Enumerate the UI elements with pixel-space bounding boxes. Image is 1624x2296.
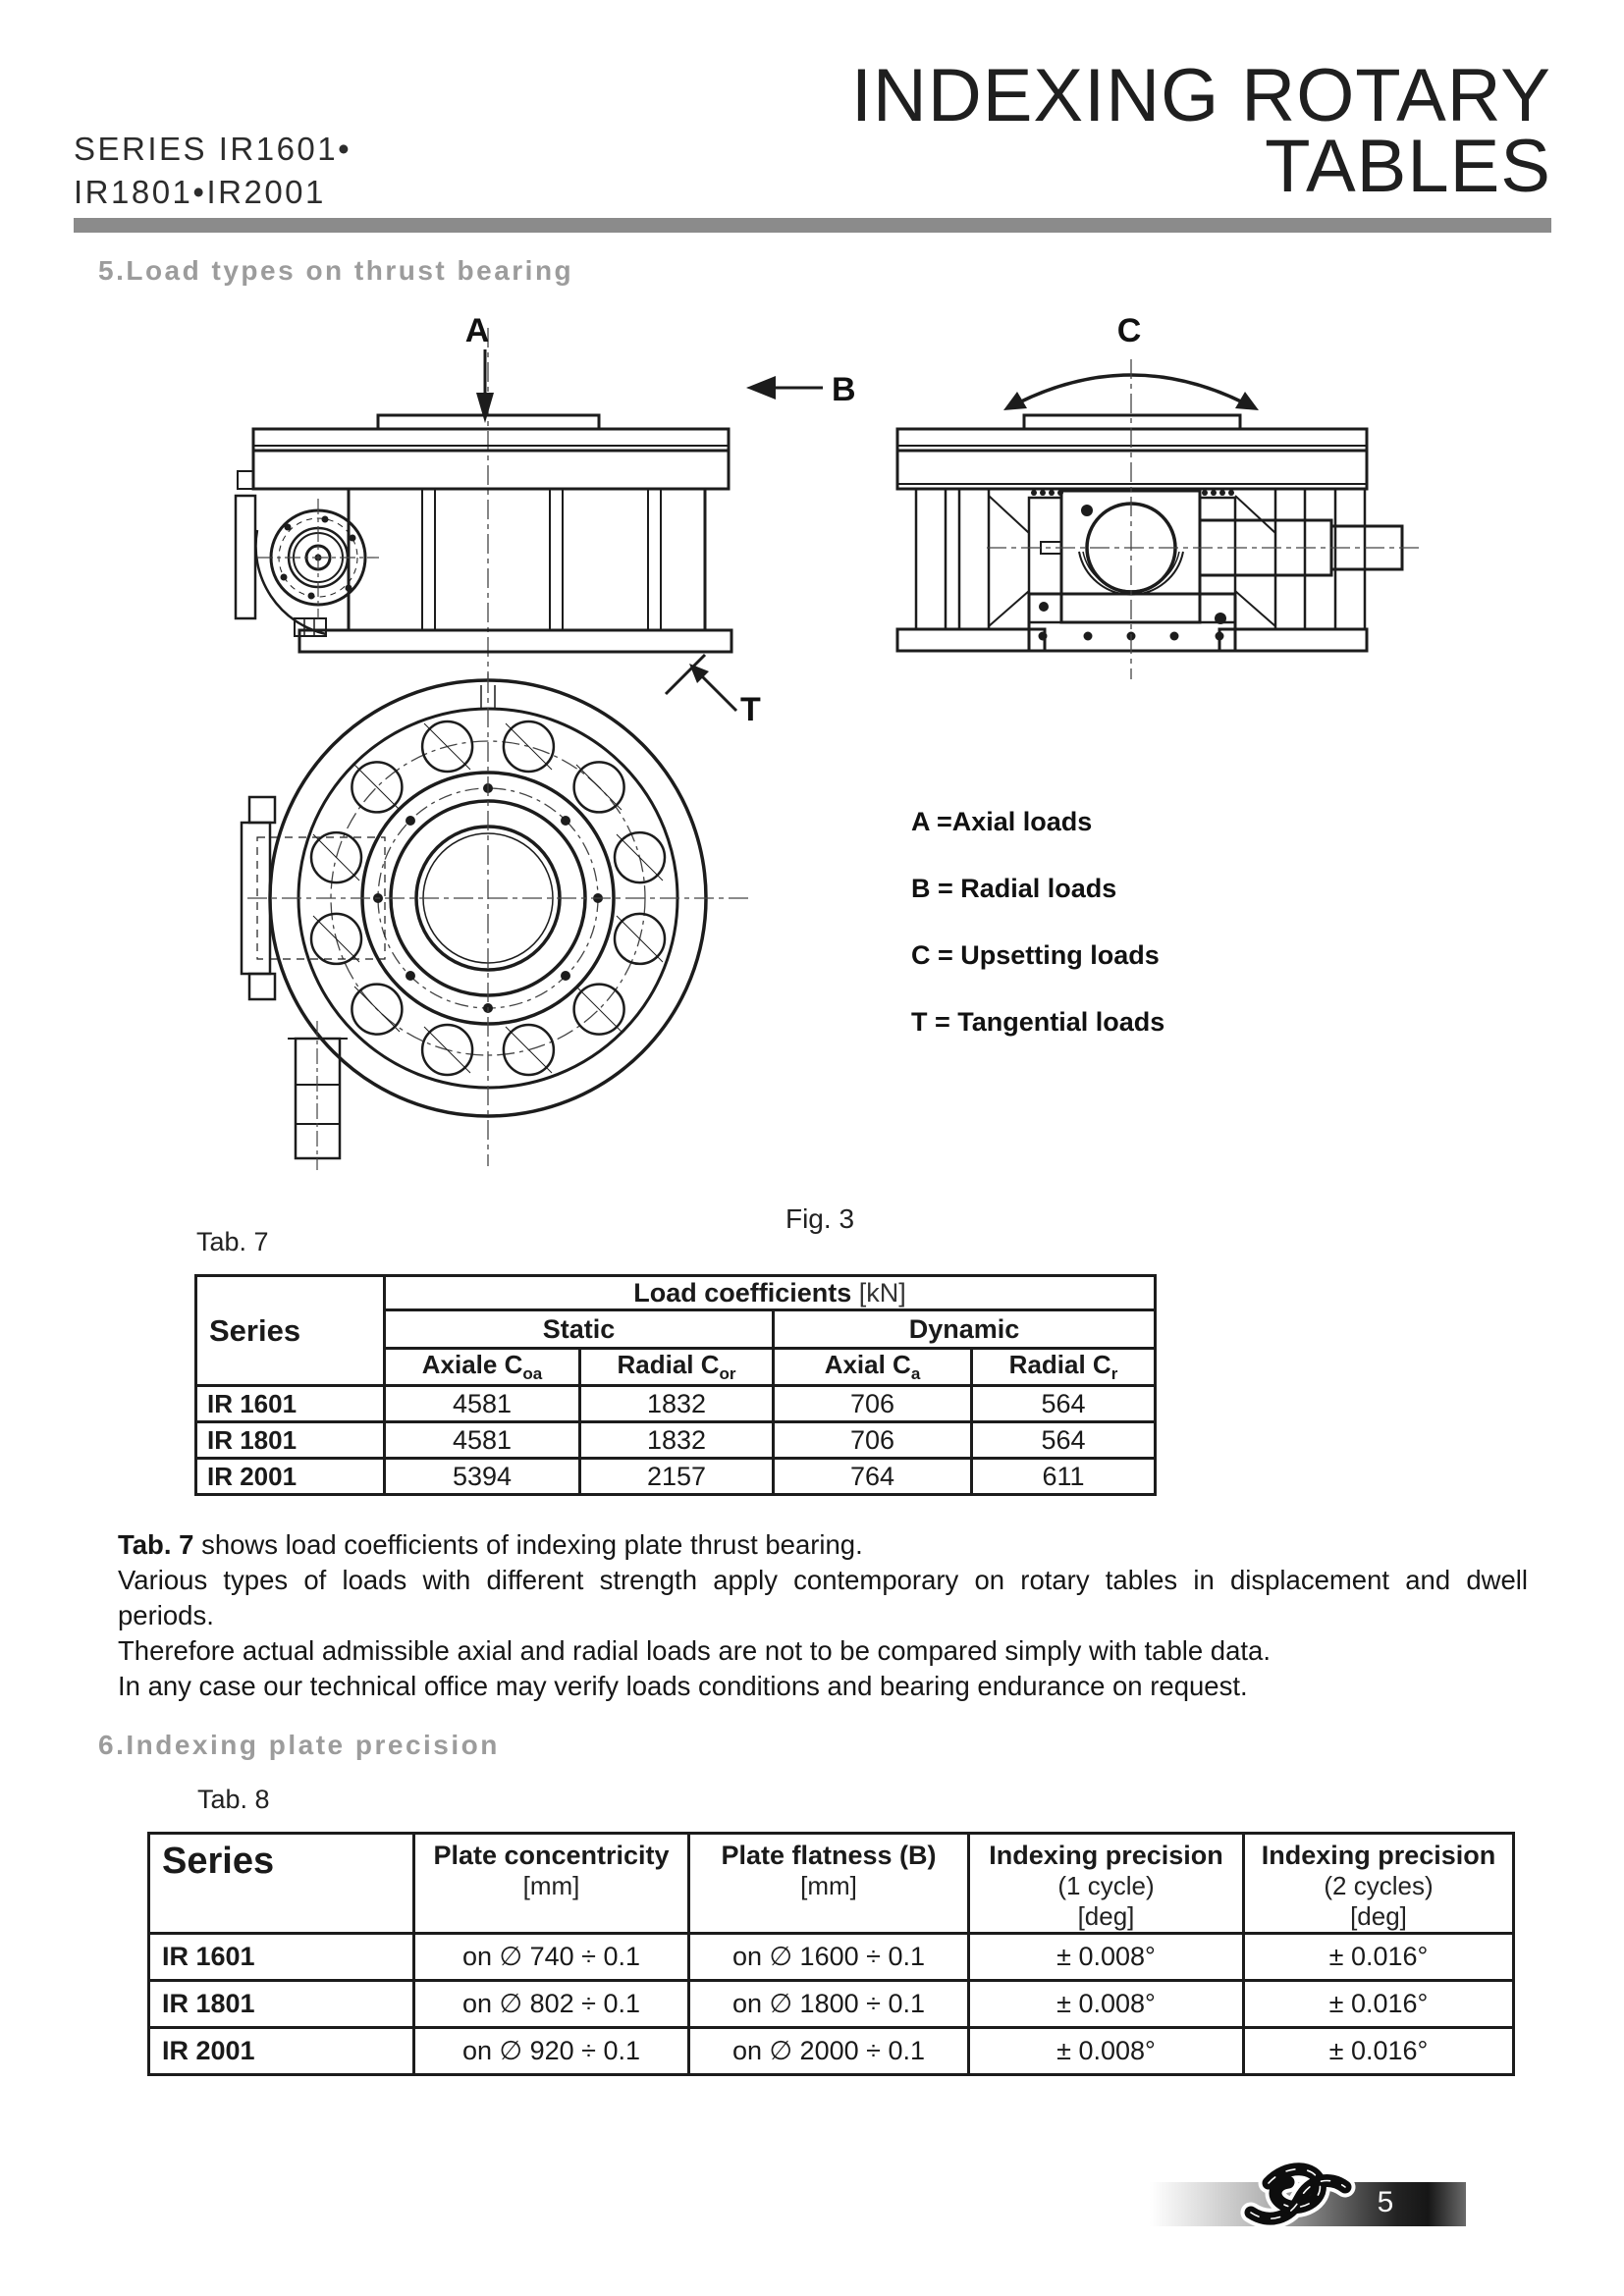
label-a: A — [464, 312, 490, 349]
tab8-col-precision-2cycles: Indexing precision (2 cycles) [deg] — [1244, 1834, 1514, 1934]
tab7-col-axiale-coa: Axiale $C_{oa}$ — [385, 1349, 580, 1386]
figure-drawings — [0, 294, 1624, 1188]
side-view-right — [897, 312, 1422, 679]
tab7-label: Tab. 7 — [196, 1227, 269, 1256]
gearbox — [1029, 490, 1402, 651]
arrow-t — [666, 655, 736, 711]
tab7-dynamic-header: Dynamic — [774, 1310, 1156, 1349]
table-row: IR 1601 4581 1832 706 564 — [196, 1386, 1156, 1422]
legend-upsetting: C = Upsetting loads — [911, 940, 1160, 970]
tab8-col-flatness: Plate flatness (B) [mm] — [689, 1834, 969, 1934]
table-row: IR 1801 on ∅ 802 ÷ 0.1 on ∅ 1800 ÷ 0.1 ± 0.008° ± 0.016° — [149, 1981, 1514, 2028]
page-number: 5 — [1377, 2186, 1394, 2218]
table-row: IR 1801 4581 1832 706 564 — [196, 1422, 1156, 1459]
para-line-3: periods. — [118, 1600, 214, 1630]
tab7-description — [118, 1527, 1528, 1704]
para-line-2: Various types of loads with different strength apply contemporary on rotary tables in displacement and dwell — [118, 1565, 1528, 1595]
arrow-b — [746, 376, 823, 400]
series-line-1: SERIES IR1601• — [74, 131, 352, 167]
tab7-col-radial-cr: Radial $C_r$ — [972, 1349, 1156, 1386]
tab8-label: Tab. 8 — [197, 1785, 270, 1814]
page-title — [295, 54, 1551, 208]
legend-radial: B = Radial loads — [911, 874, 1117, 903]
para-line-4: Therefore actual admissible axial and radial loads are not to be compared simply with table data. — [118, 1635, 1271, 1666]
motor-flange — [236, 496, 379, 636]
section-6-heading: 6.Indexing plate precision — [98, 1730, 500, 1760]
tab8-col-precision-1cycle: Indexing precision (1 cycle) [deg] — [969, 1834, 1244, 1934]
tab7-series-header: Series — [196, 1276, 385, 1386]
table-row: IR 2001 5394 2157 764 611 — [196, 1459, 1156, 1495]
output-shaft — [288, 1021, 348, 1170]
tab7-col-radial-cor: Radial $C_{or}$ — [580, 1349, 774, 1386]
page-title-line-2: TABLES — [1265, 125, 1551, 208]
tab7-col-axial-ca: Axial $C_a$ — [774, 1349, 972, 1386]
legend-axial: A =Axial loads — [911, 807, 1093, 836]
tab7-group-header: Load coefficients [kN] — [385, 1276, 1156, 1310]
top-view — [242, 655, 761, 1170]
label-b: B — [832, 371, 856, 408]
tab7-static-header: Static — [385, 1310, 774, 1349]
table-row: IR 1601 on ∅ 740 ÷ 0.1 on ∅ 1600 ÷ 0.1 ± 0.008° ± 0.016° — [149, 1934, 1514, 1981]
indexing-precision-table — [147, 1832, 1515, 2076]
load-coefficients-table — [194, 1274, 1157, 1496]
label-c: C — [1116, 312, 1142, 349]
tab8-col-concentricity: Plate concentricity [mm] — [414, 1834, 689, 1934]
side-view-left — [236, 312, 856, 679]
arrow-a — [476, 349, 494, 423]
page-title-line-1: INDEXING ROTARY — [850, 54, 1551, 137]
figure-caption: Fig. 3 — [785, 1203, 855, 1234]
label-t: T — [740, 691, 761, 728]
header-divider-bar — [74, 218, 1551, 233]
para-line-5: In any case our technical office may verify loads conditions and bearing endurance on request. — [118, 1671, 1248, 1701]
brand-logo — [1239, 2154, 1357, 2236]
table-row: IR 2001 on ∅ 920 ÷ 0.1 on ∅ 2000 ÷ 0.1 ± 0.008° ± 0.016° — [149, 2028, 1514, 2075]
section-5-heading: 5.Load types on thrust bearing — [98, 255, 574, 286]
tab8-series-header: Series — [149, 1834, 414, 1934]
para-line-1: Tab. 7 shows load coefficients of indexing plate thrust bearing. — [118, 1529, 863, 1560]
series-line-2: IR1801•IR2001 — [74, 174, 326, 210]
legend-tangential: T = Tangential loads — [911, 1007, 1165, 1037]
